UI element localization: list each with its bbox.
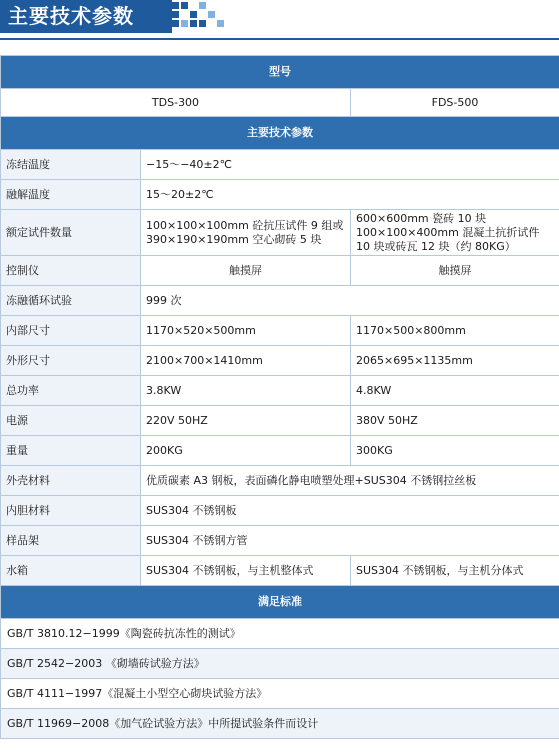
standard-row	[1, 619, 559, 649]
standard-item: GB/T 3810.12−1999《陶瓷砖抗冻性的测试》	[1, 619, 559, 649]
row-label: 额定试件数量	[1, 210, 141, 256]
row-value-tds: 3.8KW	[141, 376, 351, 406]
row-value-tds: 2100×700×1410mm	[141, 346, 351, 376]
row-value: −15～−40±2℃	[141, 150, 559, 180]
row-label: 外形尺寸	[1, 346, 141, 376]
section-header-standards: 满足标准	[1, 586, 559, 619]
standard-item: GB/T 11969−2008《加气砼试验方法》中所提试验条件而设计	[1, 709, 559, 739]
row-value-fds: 触摸屏	[351, 256, 559, 286]
standard-row	[1, 709, 559, 739]
row-value-tds: 触摸屏	[141, 256, 351, 286]
spec-table	[0, 55, 559, 739]
row-value: 优质碳素 A3 钢板，表面磷化静电喷塑处理+SUS304 不锈钢拉丝板	[141, 466, 559, 496]
row-value: SUS304 不锈钢板	[141, 496, 559, 526]
row-value-fds: 600×600mm 瓷砖 10 块 100×100×400mm 混凝土抗折试件 10 块或砖瓦 12 块（约 80KG）	[351, 210, 559, 256]
model-tds: TDS-300	[1, 89, 351, 117]
table-row	[1, 256, 559, 286]
row-value-tds: 1170×520×500mm	[141, 316, 351, 346]
row-value: SUS304 不锈钢方管	[141, 526, 559, 556]
row-label: 总功率	[1, 376, 141, 406]
row-value-tds: SUS304 不锈钢板，与主机整体式	[141, 556, 351, 586]
table-row	[1, 150, 559, 180]
row-value: 999 次	[141, 286, 559, 316]
row-label: 控制仪	[1, 256, 141, 286]
row-value-tds: 100×100×100mm 砼抗压试件 9 组或 390×190×190mm 空心砌砖 5 块	[141, 210, 351, 256]
standard-item: GB/T 4111−1997《混凝土小型空心砌块试验方法》	[1, 679, 559, 709]
table-row	[1, 436, 559, 466]
banner-rule	[0, 38, 559, 40]
row-value-fds: 380V 50HZ	[351, 406, 559, 436]
row-value-tds: 200KG	[141, 436, 351, 466]
table-row	[1, 556, 559, 586]
page-banner	[0, 0, 559, 41]
row-value-fds: SUS304 不锈钢板，与主机分体式	[351, 556, 559, 586]
section-header-params: 主要技术参数	[1, 117, 559, 150]
table-row	[1, 406, 559, 436]
table-row	[1, 376, 559, 406]
table-row	[1, 180, 559, 210]
row-label: 样品架	[1, 526, 141, 556]
banner-bar	[0, 0, 172, 33]
row-label: 外壳材料	[1, 466, 141, 496]
row-value-fds: 300KG	[351, 436, 559, 466]
section-header-model: 型号	[1, 56, 559, 89]
row-label: 电源	[1, 406, 141, 436]
table-row	[1, 210, 559, 256]
row-label: 融解温度	[1, 180, 141, 210]
row-label: 重量	[1, 436, 141, 466]
table-row	[1, 346, 559, 376]
standard-row	[1, 649, 559, 679]
row-value-fds: 2065×695×1135mm	[351, 346, 559, 376]
standard-item: GB/T 2542−2003 《砌墙砖试验方法》	[1, 649, 559, 679]
row-value-tds: 220V 50HZ	[141, 406, 351, 436]
row-label: 冻融循环试验	[1, 286, 141, 316]
row-value-fds: 4.8KW	[351, 376, 559, 406]
table-row	[1, 316, 559, 346]
pixel-squares-icon	[172, 0, 232, 33]
standard-row	[1, 679, 559, 709]
page-title: 主要技术参数	[8, 4, 134, 28]
table-row	[1, 466, 559, 496]
table-row	[1, 286, 559, 316]
model-row	[1, 89, 559, 117]
row-label: 冻结温度	[1, 150, 141, 180]
row-label: 内部尺寸	[1, 316, 141, 346]
row-value: 15～20±2℃	[141, 180, 559, 210]
model-fds: FDS-500	[351, 89, 559, 117]
table-row	[1, 526, 559, 556]
row-label: 水箱	[1, 556, 141, 586]
table-row	[1, 496, 559, 526]
row-label: 内胆材料	[1, 496, 141, 526]
row-value-fds: 1170×500×800mm	[351, 316, 559, 346]
